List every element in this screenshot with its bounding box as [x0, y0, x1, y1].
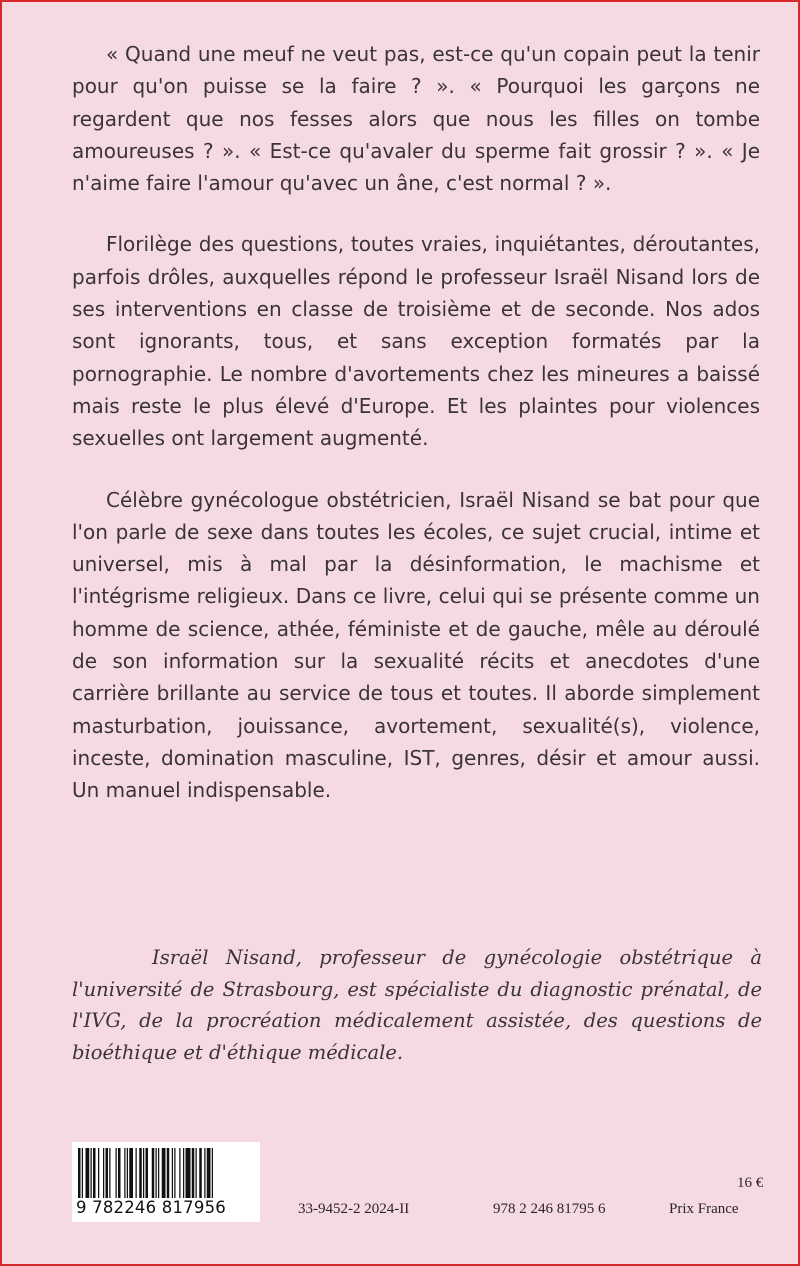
price-label: Prix France	[669, 1201, 739, 1217]
blurb-paragraph-summary: Florilège des questions, toutes vraies, inquiétantes, déroutantes, parfois drôles, auxquelles répond le professeur Israël Nisand lors de ses interventions en classe de troisième et de seconde. Nos ados sont ignorants, tous, et sans exception formatés par la pornographie. Le nombre d'avortements chez les mineures a baissé mais reste le plus élevé d'Europe. Et les plaintes pour violences sexuelles ont largement augmenté.	[72, 232, 760, 451]
blurb	[72, 38, 760, 836]
barcode-bar	[118, 1148, 121, 1200]
barcode-bar	[91, 1148, 92, 1200]
barcode-bar	[179, 1148, 180, 1200]
barcode-bar	[129, 1148, 133, 1200]
barcode-bar	[207, 1148, 211, 1200]
barcode-bar	[158, 1148, 159, 1200]
barcode-bar	[106, 1148, 109, 1200]
blurb-paragraph-author-work: Célèbre gynécologue obstétricien, Israël Nisand se bat pour que l'on parle de sexe dans toutes les écoles, ce sujet crucial, intime et universel, mis à mal par la désinformation, le machisme et l'intégrisme religieux. Dans ce livre, celui qui se présente comme un homme de science, athée, féministe et de gauche, mêle au déroulé de son information sur la sexualité récits et anecdotes d'une carrière brillante au service de tous et toutes. Il aborde simplement masturbation, jouissance, avortement, sexualité(s), violence, inceste, domination masculine, IST, genres, désir et amour aussi. Un manuel indispensable.	[72, 487, 760, 803]
barcode-bar	[103, 1148, 104, 1200]
barcode-bar	[172, 1148, 173, 1200]
barcode-bar	[204, 1148, 205, 1200]
barcode-bar	[199, 1148, 202, 1200]
edition-reference: 33-9452-2 2024-II	[298, 1201, 410, 1217]
barcode-bar	[152, 1148, 155, 1200]
barcode-bar	[186, 1148, 191, 1200]
barcode-bar	[196, 1148, 197, 1200]
barcode-bar	[82, 1148, 83, 1200]
barcode-bar	[98, 1148, 99, 1200]
isbn-number: 978 2 246 81795 6	[493, 1201, 606, 1217]
barcode-bar	[93, 1148, 96, 1200]
barcode-bar	[86, 1148, 90, 1200]
barcode-bar	[192, 1148, 195, 1200]
barcode-bar	[212, 1148, 213, 1200]
barcode-bar	[174, 1148, 175, 1200]
barcode-bar	[143, 1148, 144, 1200]
author-bio: Israël Nisand, professeur de gynécologie obstétrique à l'université de Strasbourg, est spécialiste du diagnostic prénatal, de l'IVG, de la procréation médicalement assistée, des questions de bioéthique et d'éthique médicale.	[72, 946, 762, 1064]
barcode-bar	[127, 1148, 128, 1200]
blurb-paragraph-quotes: « Quand une meuf ne veut pas, est-ce qu'un copain peut la tenir pour qu'on puisse se la faire ? ». « Pourquoi les garçons ne regardent que nos fesses alors que nous les filles on tombe amoureuses ? ». « Est-ce qu'avaler du sperme fait grossir ? ». « Je n'aime faire l'amour qu'avec un âne, c'est normal ? ».	[72, 42, 760, 196]
price: 16 €	[737, 1175, 764, 1191]
barcode-bar	[183, 1148, 184, 1200]
barcode-bar	[167, 1148, 170, 1200]
barcode-bar	[116, 1148, 117, 1200]
isbn-barcode	[72, 1142, 260, 1222]
barcode-bar	[139, 1148, 142, 1200]
barcode-bar	[78, 1148, 81, 1200]
barcode-bar	[136, 1148, 137, 1200]
barcode-digits: 9 782246 817956	[76, 1198, 256, 1217]
barcode-bar	[124, 1148, 125, 1200]
barcode-bar	[156, 1148, 157, 1200]
barcode-bar	[162, 1148, 166, 1200]
barcode-bar	[146, 1148, 149, 1200]
barcode-bar	[109, 1148, 110, 1200]
barcode-bars	[78, 1148, 254, 1200]
